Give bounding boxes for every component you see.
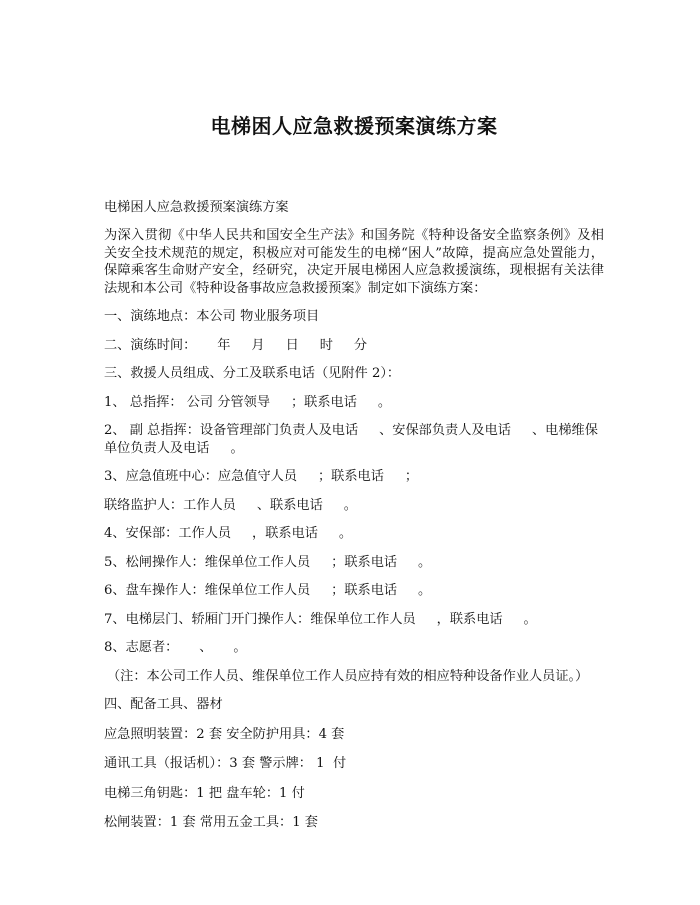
- item-commander: 1、 总指挥： 公司 分管领导 ；联系电话 。: [104, 394, 392, 410]
- note-certificate: （注：本公司工作人员、维保单位工作人员应持有效的相应特种设备作业人员证。）: [107, 668, 589, 684]
- equipment-brake-device: 松闸装置：1 套 常用五金工具：1 套: [104, 815, 318, 830]
- document-title: 电梯困人应急救援预案演练方案: [210, 114, 498, 138]
- item-duty-center: 3、应急值班中心：应急值守人员 ；联系电话 ；: [104, 469, 419, 484]
- section-location: 一、演练地点：本公司 物业服务项目: [104, 309, 320, 324]
- item-door-operator: 7、电梯层门、轿厢门开门操作人：维保单位工作人员 ，联系电话 。: [104, 611, 537, 627]
- item-brake-operator: 5、松闸操作人：维保单位工作人员 ；联系电话 。: [104, 554, 432, 570]
- item-crank-operator: 6、盘车操作人：维保单位工作人员 ；联系电话 。: [104, 583, 432, 598]
- item-deputy-commander: 2、 副 总指挥：设备管理部门负责人及电话 、安保部负责人及电话 、电梯维保单位负责人及电话 。: [104, 423, 598, 456]
- equipment-key: 电梯三角钥匙：1 把 盘车轮：1 付: [104, 785, 305, 801]
- section-personnel: 三、救援人员组成、分工及联系电话（见附件 2）：: [104, 366, 401, 381]
- document-subtitle: 电梯困人应急救援预案演练方案: [104, 200, 289, 215]
- item-liaison: 联络监护人：工作人员 、联系电话 。: [104, 497, 357, 513]
- item-security-dept: 4、安保部：工作人员 ，联系电话 。: [104, 526, 353, 541]
- item-volunteers: 8、志愿者： 、 。: [104, 640, 247, 655]
- equipment-lighting: 应急照明装置：2 套 安全防护用具：4 套: [104, 726, 345, 742]
- intro-paragraph: 为深入贯彻《中华人民共和国安全生产法》和国务院《特种设备安全监察条例》及相关安全技术规范的规定，积极应对可能发生的电梯“困人”故障，提高应急处置能力，保障乘客生命财产安全，经研究，决定开展电梯困人应急救援演练，现根据有关法律法规和本公司《特种设备事故应急救援预案》制定如下演练方案：: [104, 228, 604, 296]
- section-time: 二、演练时间： 年 月 日 时 分: [104, 337, 368, 353]
- equipment-communication: 通讯工具（报话机）：3 套 警示牌： 1 付: [104, 756, 347, 771]
- section-equipment: 四、配备工具、器材: [104, 697, 223, 712]
